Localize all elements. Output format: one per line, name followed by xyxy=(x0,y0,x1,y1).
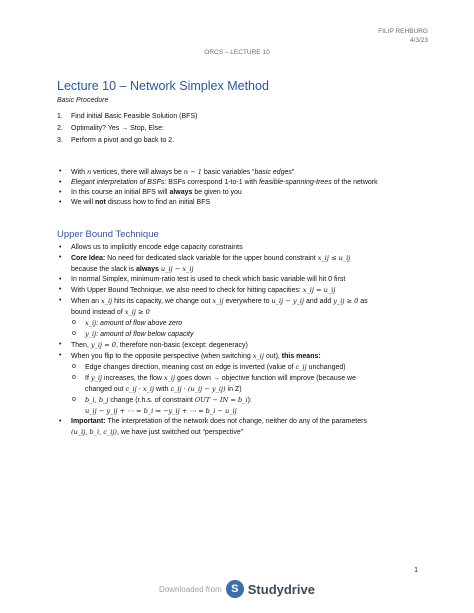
course-header: ORCS – LECTURE 10 xyxy=(204,49,270,56)
page-number: 1 xyxy=(414,567,418,574)
sub-list-item: o Edge changes direction, meaning cost on edge is inverted (value of c_ij unchanged) xyxy=(72,363,346,371)
download-footer[interactable] xyxy=(0,578,474,600)
list-item: 2. Optimality? Yes → Stop, Else: xyxy=(57,125,164,132)
studydrive-logo-icon: S xyxy=(226,580,244,598)
studydrive-brand[interactable]: Studydrive xyxy=(247,581,315,597)
list-item: • When you flip to the opposite perspective (when switching x_ij out), this means: xyxy=(59,352,321,360)
list-item: • With n vertices, there will always be n − 1 basic variables “basic edges” xyxy=(59,168,295,176)
sub-list-item: o b_i, b_j change (r.h.s. of constraint OUT − IN = b_i): u_ij − y_ij + ⋯ = b_i ⇒ −y_ij + ⋯ = b_i − u_ij xyxy=(72,396,252,415)
list-item: • When an x_ij hits its capacity, we change out x_ij everywhere to u_ij − y_ij and add y_ij ≥ 0 as bound instead of x_ij ≥ 0 xyxy=(59,297,368,316)
list-item: 3. Perform a pivot and go back to 2. xyxy=(57,137,175,144)
list-item: • We will not discuss how to find an initial BFS xyxy=(59,199,211,206)
bfs-bullets xyxy=(57,167,427,208)
list-item: • With Upper Bound Technique, we also need to check for hitting capacities: x_ij = u_ij xyxy=(59,286,336,294)
upper-bound-bullets xyxy=(57,243,427,438)
section-heading: Upper Bound Technique xyxy=(57,229,159,240)
sub-list-item: o y_ij: amount of flow below capacity xyxy=(72,330,194,338)
section-subtitle: Basic Procedure xyxy=(57,97,109,104)
list-item: • Core Idea: No need for dedicated slack variable for the upper bound constraint x_ij ≤ u_ij because the slack is always u_ij − x_ij xyxy=(59,254,351,273)
sub-list-item: o x_ij: amount of flow above zero xyxy=(72,319,183,327)
page-header-right xyxy=(378,28,428,45)
list-item: 1. Find initial Basic Feasible Solution (BFS) xyxy=(57,113,198,120)
page-title: Lecture 10 – Network Simplex Method xyxy=(57,79,269,93)
list-item: • In this course an initial BFS will always be given to you xyxy=(59,189,242,196)
procedure-steps xyxy=(57,111,427,147)
list-item: • Allows us to implicitly encode edge capacity constraints xyxy=(59,244,243,251)
list-item: • Elegant interpretation of BSFs: BSFs correspond 1-to-1 with feasible-spanning-trees of the network xyxy=(59,179,378,186)
list-item: • Important: The interpretation of the network does not change, neither do any of the parameters (u_ij, b_i, c_ij), we have just switched out “perspective” xyxy=(59,418,367,436)
list-item: • Then, y_ij = 0, therefore non-basic (except: degeneracy) xyxy=(59,341,248,349)
sub-list-item: o If y_ij increases, the flow x_ij goes down → objective function will improve (because we changed out c_ij · x_ij with c_ij · (u_ij − y_ij) in Z) xyxy=(72,374,357,393)
downloaded-from-text: Downloaded from xyxy=(159,584,222,594)
author-name: FILIP REHBURG xyxy=(378,28,428,35)
list-item: • In normal Simplex, minimum-ratio test is used to check which basic variable will hit 0 first xyxy=(59,276,346,283)
header-date: 4/3/23 xyxy=(409,36,428,44)
